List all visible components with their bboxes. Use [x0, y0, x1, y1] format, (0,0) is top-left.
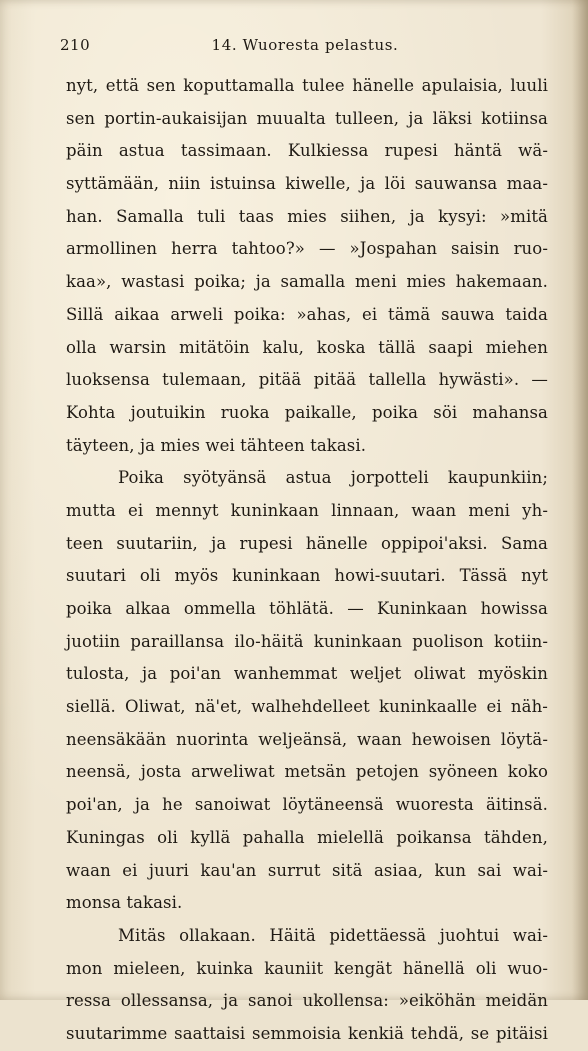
running-title: 14. Wuoresta pelastus.: [211, 36, 399, 54]
text-line: han. Samalla tuli taas mies siihen, ja kysyi: »mitä: [66, 206, 548, 226]
text-line: poika alkaa ommella töhlätä. — Kuninkaan howissa: [66, 599, 548, 618]
text-line: siellä. Oliwat, nä'et, walhehdelleet kuninkaalle ei näh-: [66, 697, 548, 717]
text-line: sen portin-aukaisijan muualta tulleen, ja läksi kotiinsa: [66, 108, 548, 128]
text-line: olla warsin mitätöin kalu, koska tällä saapi miehen: [66, 337, 548, 357]
page-header: [60, 36, 550, 58]
text-line: nyt, että sen koputtamalla tulee hänelle apulaisia, luuli: [66, 76, 548, 95]
text-line: mutta ei mennyt kuninkaan linnaan, waan meni yh-: [66, 500, 548, 520]
text-line: waan ei juuri kau'an surrut sitä asiaa, kun sai wai-: [66, 860, 548, 880]
page-edge-shadow: [572, 0, 588, 1000]
text-line: neensäkään nuorinta weljeänsä, waan hewoisen löytä-: [66, 729, 548, 749]
text-line: juotiin paraillansa ilo-häitä kuninkaan puolison kotiin-: [66, 631, 548, 651]
text-line: kaa», wastasi poika; ja samalla meni mies hakemaan.: [66, 272, 548, 292]
text-line: poi'an, ja he sanoiwat löytäneensä wuoresta äitinsä.: [66, 795, 548, 815]
text-line: Kohta joutuikin ruoka paikalle, poika söi mahansa: [66, 402, 548, 422]
text-line: armollinen herra tahtoo?» — »Jospahan saisin ruo-: [66, 239, 548, 259]
page-number: 210: [60, 36, 91, 54]
text-line: Mitäs ollakaan. Häitä pidettäessä juohtui wai-: [118, 925, 548, 945]
text-line: täyteen, ja mies wei tähteen takasi.: [66, 435, 367, 455]
text-line: neensä, josta arweliwat metsän petojen syöneen koko: [66, 762, 548, 782]
text-line: Kuningas oli kyllä pahalla mielellä poikansa tähden,: [66, 827, 548, 847]
text-line: Sillä aikaa arweli poika: »ahas, ei tämä sauwa taida: [66, 304, 548, 324]
text-line: päin astua tassimaan. Kulkiessa rupesi häntä wä-: [66, 141, 548, 161]
text-line: monsa takasi.: [66, 893, 183, 913]
text-line: suutarimme saattaisi semmoisia kenkiä tehdä, se pitäisi: [66, 1023, 548, 1043]
body-text: [66, 70, 548, 1051]
text-line: syttämään, niin istuinsa kiwelle, ja löi sauwansa maa-: [66, 174, 548, 194]
text-line: tulosta, ja poi'an wanhemmat weljet oliwat myöskin: [66, 664, 548, 684]
text-line: teen suutariin, ja rupesi hänelle oppipoi'aksi. Sama: [66, 533, 548, 553]
text-line: mon mieleen, kuinka kauniit kengät hänellä oli wuo-: [66, 958, 548, 978]
text-line: ressa ollessansa, ja sanoi ukollensa: »eiköhän meidän: [66, 991, 548, 1011]
text-line: luoksensa tulemaan, pitää pitää tallella hywästi». —: [66, 370, 548, 390]
text-line: Poika syötyänsä astua jorpotteli kaupunkiin;: [118, 468, 548, 488]
text-line: suutari oli myös kuninkaan howi-suutari. Tässä nyt: [66, 566, 548, 586]
